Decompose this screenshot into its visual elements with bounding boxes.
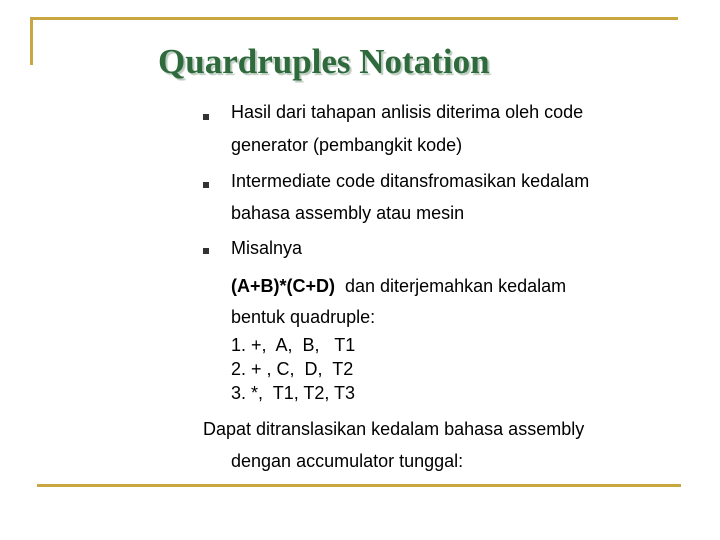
bottom-frame-line: [37, 484, 681, 487]
footer-line-1: Dapat ditranslasikan kedalam bahasa assembly: [203, 419, 585, 439]
bullet-1-line-1: Hasil dari tahapan anlisis diterima oleh code: [231, 102, 584, 122]
bullet-square-icon: [203, 182, 209, 188]
quad-line-3: 3. *, T1, T2, T3: [231, 383, 356, 403]
expression: (A+B)*(C+D): [231, 276, 336, 296]
expression-rest: dan diterjemahkan kedalam: [335, 276, 567, 296]
bullet-square-icon: [203, 114, 209, 120]
bullet-square-icon: [203, 248, 209, 254]
top-frame-line: [30, 17, 678, 20]
bullet-3-line-3: bentuk quadruple:: [231, 307, 376, 327]
bullet-2-line-1: Intermediate code ditansfromasikan kedalam: [231, 171, 590, 191]
bullet-2-line-2: bahasa assembly atau mesin: [231, 203, 465, 223]
slide-title: Quardruples Notation: [158, 42, 490, 81]
bullet-1-line-2: generator (pembangkit kode): [231, 135, 463, 155]
quad-line-2: 2. + , C, D, T2: [231, 359, 354, 379]
quad-line-1: 1. +, A, B, T1: [231, 335, 356, 355]
left-frame-line: [30, 17, 33, 65]
bullet-3-line-1: Misalnya: [231, 238, 303, 258]
bullet-3-expression-line: [231, 276, 566, 297]
footer-line-2: dengan accumulator tunggal:: [231, 451, 464, 471]
